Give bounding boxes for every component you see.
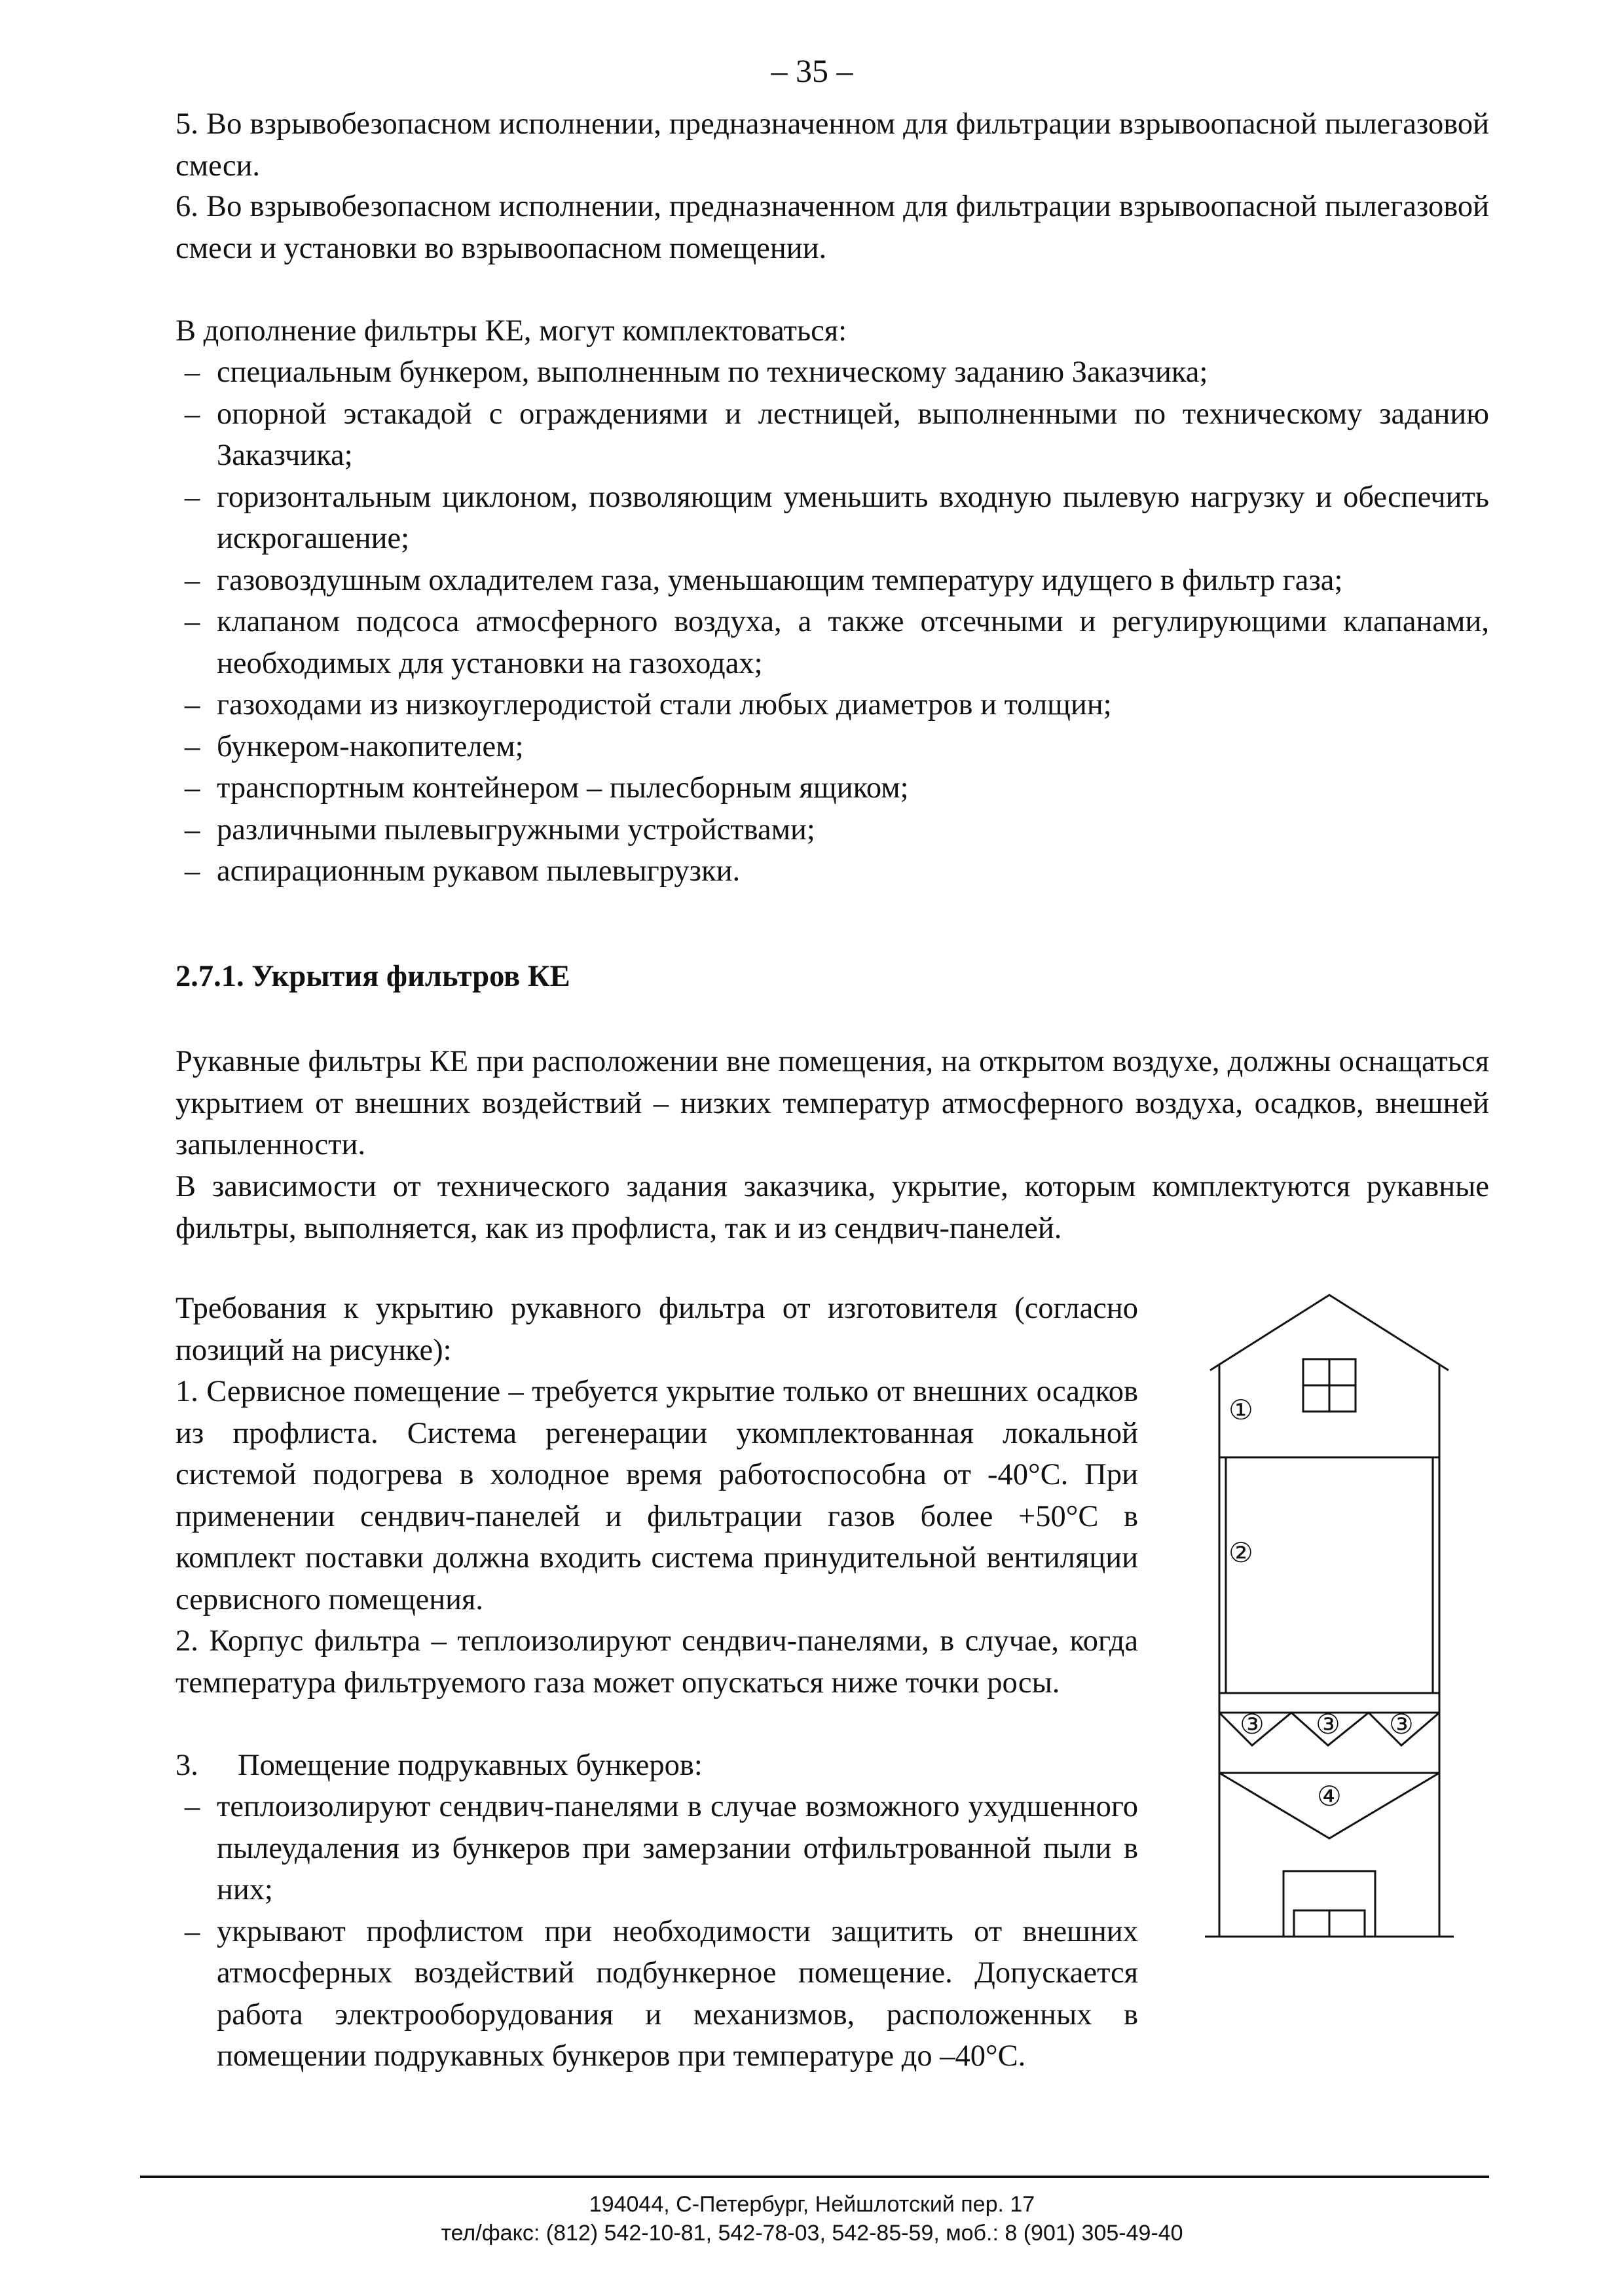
list-item: – укрывают профлистом при необходимости защитить от внешних атмосферных воздействий подбункерное помещение. Допускается работа электрооборудования и механизмов, расположенных в помещении подрукавных бункеров при температуре до –40°С. — [175, 1911, 1138, 2077]
requirements-intro: Требования к укрытию рукавного фильтра от изготовителя (согласно позиций на рисунке): — [175, 1292, 1138, 1367]
label-3: ③ — [1316, 1708, 1340, 1740]
requirement-3-label: 3. — [175, 1749, 198, 1782]
label-1: ① — [1228, 1394, 1253, 1426]
section-paragraph: В зависимости от технического задания заказчика, укрытие, которым комплектуются рукавные фильтры, выполняется, как из профлиста, так и из сендвич-панелей. — [175, 1170, 1489, 1245]
requirement-2: 2. Корпус фильтра – теплоизолируют сендвич-панелями, в случае, когда температура фильтруемого газа может опускаться ниже точки росы. — [175, 1624, 1138, 1700]
list-item: – газовоздушным охладителем газа, уменьшающим температуру идущего в фильтр газа; — [175, 560, 1489, 602]
list-item: – различными пылевыгружными устройствами; — [175, 809, 1489, 851]
page-number: – 35 – — [771, 52, 853, 89]
label-3: ③ — [1240, 1708, 1264, 1740]
list-item: – опорной эстакадой с ограждениями и лестницей, выполненными по техническому заданию Заказчика; — [175, 393, 1489, 477]
filter-body-outline — [1219, 1457, 1439, 1693]
addition-intro: В дополнение фильтры КЕ, могут комплектоваться: — [175, 314, 847, 348]
footer-divider — [140, 2176, 1489, 2178]
section-paragraph: Рукавные фильтры КЕ при расположении вне помещения, на открытом воздухе, должны оснащаться укрытием от внешних воздействий – низких температур атмосферного воздуха, осадков, внешней запыленности. — [175, 1045, 1489, 1161]
list-item: – теплоизолируют сендвич-панелями в случае возможного ухудшенного пылеудаления из бункеров при замерзании отфильтрованной пыли в них; — [175, 1786, 1138, 1911]
list-item: – бункером-накопителем; — [175, 726, 1489, 768]
requirement-3-title: Помещение подрукавных бункеров: — [238, 1749, 703, 1782]
label-4: ④ — [1317, 1780, 1342, 1812]
list-item: – клапаном подсоса атмосферного воздуха, а также отсечными и регулирующими клапанами, необходимых для установки на газоходах; — [175, 601, 1489, 684]
label-3: ③ — [1389, 1708, 1414, 1740]
list-item: – специальным бункером, выполненным по техническому заданию Заказчика; — [175, 352, 1489, 393]
footer-address: 194044, С-Петербург, Нейшлотский пер. 17 — [589, 2192, 1035, 2217]
addition-list — [175, 352, 1489, 892]
footer-contacts: тел/факс: (812) 542-10-81, 542-78-03, 542-85-59, моб.: 8 (901) 305-49-40 — [441, 2221, 1183, 2246]
list-item: – аспирационным рукавом пылевыгрузки. — [175, 850, 1489, 892]
filter-covering-diagram — [1205, 1288, 1454, 1966]
requirement-3 — [175, 1745, 1138, 1787]
item-6: 6. Во взрывобезопасном исполнении, предназначенном для фильтрации взрывоопасной пылегазовой смеси и установки во взрывоопасном помещении. — [175, 190, 1489, 265]
label-2: ② — [1228, 1537, 1253, 1569]
list-item: – газоходами из низкоуглеродистой стали любых диаметров и толщин; — [175, 684, 1489, 726]
list-item: – горизонтальным циклоном, позволяющим уменьшить входную пылевую нагрузку и обеспечить искрогашение; — [175, 477, 1489, 560]
section-heading: 2.7.1. Укрытия фильтров КЕ — [175, 960, 570, 993]
requirement-3-list — [175, 1786, 1138, 2077]
item-5: 5. Во взрывобезопасном исполнении, предназначенном для фильтрации взрывоопасной пылегазовой смеси. — [175, 107, 1489, 183]
list-item: – транспортным контейнером – пылесборным ящиком; — [175, 767, 1489, 809]
requirement-1: 1. Сервисное помещение – требуется укрытие только от внешних осадков из профлиста. Система регенерации укомплектованная локальной системой подогрева в холодное время работоспособна от -40°С. При применении сендвич-панелей и фильтрации газов более +50°С в комплект поставки должна входить система принудительной вентиляции сервисного помещения. — [175, 1375, 1138, 1616]
